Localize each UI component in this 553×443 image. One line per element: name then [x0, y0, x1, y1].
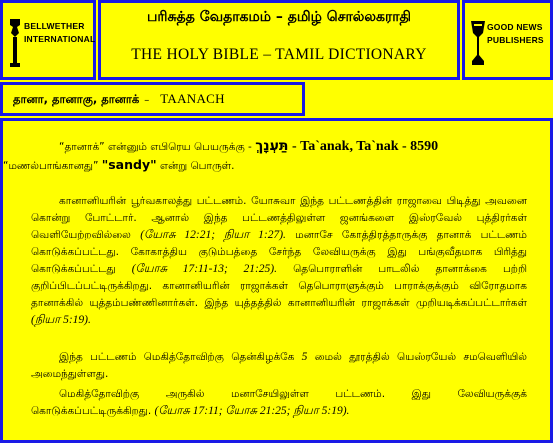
hebrew-word: תַּעְנָךְ — [255, 138, 289, 154]
paragraph-location — [31, 349, 527, 383]
entry-content — [0, 118, 553, 443]
right-logo-line2: PUBLISHERS — [487, 35, 544, 45]
history-text-2: மனாசே கோத்திரத்தாருக்கு தானாக் பட்டணம் கொடுக்கப்பட்டது. கோகாத்திய குடும்பத்தை சேர்ந்த லேவியருக்கு இது பங்குவீதமாக பிரித்து கொடுக்கப்பட்டது — [31, 229, 527, 275]
entry-separator: – — [144, 95, 150, 106]
levites-text: மெகித்தோவிற்கு அருகில் மனாசேயிலுள்ள பட்டணம். இது லேவியருக்குக் கொடுக்கப்பட்டிருக்கிறது. — [31, 388, 527, 417]
entry-heading — [13, 91, 225, 108]
tamil-title: பரிசுத்த வேதாகமம் – தமிழ் சொல்லகராதி — [147, 9, 411, 25]
bellwether-logo-box — [0, 0, 96, 80]
chalice-icon — [470, 19, 486, 67]
good-news-logo-text — [487, 21, 552, 47]
name-tamil: தானாக் — [64, 141, 100, 153]
quote-open: “ — [59, 141, 65, 153]
history-text-3: தெபொராளின் பாடலில் தானாக்கை பற்றி குறிப்பிடப்பட்டிருக்கிறது. கானானியரின் ராஜாக்கள் தெபொராளுக்கும் பாராக்குக்கும் விரோதமாக தானாக்கில் யுத்தம்பண்ணினார்கள். இந்த யுத்தத்தில் கானானியரின் ராஜாக்கள் முறியடிக்கப்பட்டார்கள் — [31, 263, 527, 309]
reference-1: (யோசு 12:21; நியா 1:27). — [140, 229, 286, 241]
paragraph-etymology — [3, 138, 527, 175]
meaning-tamil: “மணல்பாங்கானது” — [3, 160, 102, 172]
etymology-text: என்னும் எபிரெய பெயருக்கு - — [104, 141, 256, 153]
bellwether-logo-text — [24, 20, 94, 46]
transliteration: - Ta`anak, Ta`nak - 8590 — [288, 139, 439, 154]
distance-number: 5 — [301, 351, 308, 363]
entry-tamil-heading: தானா, தானாகு, தானாக் — [13, 92, 140, 106]
ram-head-icon — [8, 17, 22, 69]
entry-english-heading: TAANACH — [160, 91, 225, 106]
header-title-box — [98, 0, 460, 80]
reference-4: (யோசு 17:11; யோசு 21:25; நியா 5:19). — [154, 405, 350, 417]
left-logo-line1: BELLWETHER — [24, 21, 85, 31]
history-text-1: கானானியரின் பூர்வகாலத்து பட்டணம். யோசுவா இந்த பட்டணத்தின் ராஜாவை பிடித்து அவனை கொன்று போட்டார். ஆனால் இந்த பட்டணத்திலுள்ள ஜனங்களை இஸ்ரவேல் புத்திரர்கள் வெளியேற்றவில்லை — [31, 195, 527, 241]
meaning-english: "sandy" — [101, 157, 157, 172]
paragraph-history — [31, 193, 527, 329]
paragraph-levites — [31, 386, 527, 420]
entry-heading-bar — [0, 82, 305, 116]
location-text-2: மைல் தூரத்தில் யெஸ்ரயேல் சமவெளியில் அமைந்துள்ளது. — [31, 351, 527, 380]
reference-3: (நியா 5:19). — [31, 314, 91, 326]
good-news-logo-box — [462, 0, 553, 80]
reference-2: (யோசு 17:11-13; 21:25). — [131, 263, 278, 275]
meaning-suffix: என்று பொருள். — [156, 160, 235, 172]
location-text-1: இந்த பட்டணம் மெகித்தோவிற்கு தென்கிழக்கே — [59, 351, 302, 363]
right-logo-line1: GOOD NEWS — [487, 22, 543, 32]
left-logo-line2: INTERNATIONAL — [24, 34, 96, 44]
quote-close: ” — [99, 141, 105, 153]
english-title: THE HOLY BIBLE – TAMIL DICTIONARY — [131, 46, 427, 63]
